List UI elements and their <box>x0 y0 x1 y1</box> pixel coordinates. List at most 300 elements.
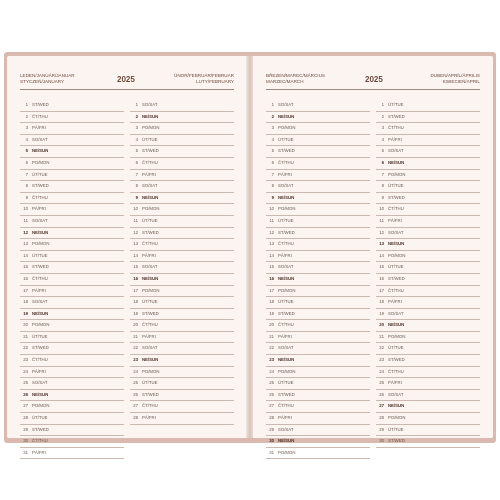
weekday-label: ČT/THU <box>142 241 158 247</box>
day-row <box>376 146 480 158</box>
day-row <box>20 332 124 344</box>
weekday-label: SO/SAT <box>278 183 294 189</box>
weekday-label: ST/WED <box>142 391 159 397</box>
day-number: 23 <box>379 357 384 363</box>
weekday-label: ST/WED <box>388 113 405 119</box>
weekday-label: PO/MON <box>278 125 296 131</box>
day-row <box>376 425 480 437</box>
day-number: 3 <box>25 125 28 131</box>
day-number: 2 <box>381 113 384 119</box>
day-row <box>266 343 370 355</box>
day-number: 10 <box>23 206 28 212</box>
day-number: 16 <box>133 275 138 281</box>
day-row <box>376 274 480 286</box>
weekday-label: ST/WED <box>388 438 405 444</box>
weekday-label: NE/SUN <box>388 159 405 165</box>
day-number: 28 <box>269 415 274 421</box>
day-row <box>376 112 480 124</box>
weekday-label: ST/WED <box>278 391 295 397</box>
day-row <box>20 401 124 413</box>
day-number: 17 <box>23 287 28 293</box>
day-row <box>20 320 124 332</box>
day-number: 13 <box>23 241 28 247</box>
day-row <box>376 401 480 413</box>
day-number: 9 <box>25 194 28 200</box>
day-number: 13 <box>133 241 138 247</box>
month-name-line: LEDEN/JANUÁR/JANUAR <box>20 73 75 78</box>
day-row <box>266 425 370 437</box>
day-row <box>130 216 234 228</box>
weekday-label: ST/WED <box>278 229 295 235</box>
day-number: 8 <box>381 183 384 189</box>
weekday-label: PO/MON <box>388 252 406 258</box>
day-row <box>130 170 234 182</box>
weekday-label: PÁ/FRI <box>32 125 46 131</box>
day-row <box>266 413 370 425</box>
weekday-label: SO/SAT <box>142 102 158 107</box>
day-number: 10 <box>269 206 274 212</box>
weekday-label: PÁ/FRI <box>388 380 402 386</box>
day-row <box>376 343 480 355</box>
day-row <box>130 204 234 216</box>
weekday-label: SO/SAT <box>388 310 404 316</box>
day-number: 24 <box>23 368 28 374</box>
day-number: 5 <box>135 148 138 154</box>
day-row <box>376 355 480 367</box>
day-number: 20 <box>379 322 384 328</box>
weekday-label: PÁ/FRI <box>278 171 292 177</box>
weekday-label: ÚT/TUE <box>32 415 48 421</box>
day-row <box>20 146 124 158</box>
weekday-label: PO/MON <box>388 333 406 339</box>
weekday-label: ÚT/TUE <box>142 380 158 386</box>
day-number: 21 <box>269 333 274 339</box>
day-number: 4 <box>135 136 138 142</box>
day-number: 5 <box>381 148 384 154</box>
year-label: 2025 <box>117 75 135 84</box>
weekday-label: ÚT/TUE <box>278 380 294 386</box>
day-row <box>130 297 234 309</box>
day-row <box>130 146 234 158</box>
weekday-label: PO/MON <box>278 449 296 455</box>
day-row <box>20 262 124 274</box>
weekday-label: NE/SUN <box>278 357 295 363</box>
month-name-line: DUBEN/APRÍL/ÁPRILIS <box>430 73 480 78</box>
day-row <box>130 228 234 240</box>
month-header-march <box>266 73 325 85</box>
day-number: 30 <box>269 438 274 444</box>
day-number: 8 <box>25 183 28 189</box>
day-number: 1 <box>381 102 384 107</box>
day-number: 31 <box>23 449 28 455</box>
weekday-label: PO/MON <box>278 206 296 212</box>
day-row <box>266 228 370 240</box>
day-row <box>266 274 370 286</box>
day-number: 26 <box>379 391 384 397</box>
day-number: 27 <box>269 403 274 409</box>
day-row <box>20 413 124 425</box>
day-row <box>20 239 124 251</box>
weekday-label: ČT/THU <box>278 241 294 247</box>
day-number: 30 <box>23 438 28 444</box>
day-number: 7 <box>271 171 274 177</box>
weekday-label: SO/SAT <box>142 345 158 351</box>
weekday-label: PO/MON <box>32 403 50 409</box>
day-row <box>130 343 234 355</box>
weekday-label: PO/MON <box>142 287 160 293</box>
day-row <box>130 390 234 402</box>
day-row <box>266 251 370 263</box>
day-number: 23 <box>269 357 274 363</box>
day-row <box>266 378 370 390</box>
day-row <box>266 181 370 193</box>
day-row <box>376 135 480 147</box>
day-row <box>130 309 234 321</box>
day-number: 22 <box>133 345 138 351</box>
day-number: 26 <box>23 391 28 397</box>
weekday-label: ST/WED <box>278 310 295 316</box>
weekday-label: PÁ/FRI <box>32 449 46 455</box>
weekday-label: PO/MON <box>142 368 160 374</box>
day-number: 7 <box>25 171 28 177</box>
day-number: 6 <box>381 159 384 165</box>
weekday-label: ČT/THU <box>32 194 48 200</box>
weekday-label: ST/WED <box>32 102 49 107</box>
day-row <box>130 158 234 170</box>
day-row <box>20 309 124 321</box>
month-name-line: BŘEZEN/MAREC/MÁRCIUS <box>266 73 325 78</box>
day-row <box>20 251 124 263</box>
day-number: 20 <box>269 322 274 328</box>
day-number: 6 <box>135 159 138 165</box>
day-row <box>266 390 370 402</box>
weekday-label: PO/MON <box>32 322 50 328</box>
day-number: 18 <box>133 299 138 305</box>
weekday-label: SO/SAT <box>32 136 48 142</box>
weekday-label: ST/WED <box>32 264 49 270</box>
day-row <box>376 216 480 228</box>
day-row <box>376 193 480 205</box>
weekday-label: ČT/THU <box>142 159 158 165</box>
weekday-label: ÚT/TUE <box>278 299 294 305</box>
day-number: 1 <box>25 102 28 107</box>
day-number: 23 <box>133 357 138 363</box>
weekday-label: NE/SUN <box>142 275 159 281</box>
weekday-label: ST/WED <box>142 310 159 316</box>
day-row <box>266 158 370 170</box>
month-header-april <box>430 73 480 85</box>
day-number: 11 <box>23 217 28 223</box>
weekday-label: ČT/THU <box>278 403 294 409</box>
day-row <box>130 320 234 332</box>
weekday-label: PO/MON <box>32 241 50 247</box>
day-number: 11 <box>379 217 384 223</box>
day-number: 15 <box>269 264 274 270</box>
day-row <box>266 193 370 205</box>
day-number: 19 <box>269 310 274 316</box>
weekday-label: ÚT/TUE <box>32 252 48 258</box>
day-number: 29 <box>23 426 28 432</box>
day-row <box>376 251 480 263</box>
weekday-label: PÁ/FRI <box>142 171 156 177</box>
day-number: 3 <box>381 125 384 131</box>
day-number: 15 <box>23 264 28 270</box>
day-row <box>266 355 370 367</box>
day-row <box>20 158 124 170</box>
month-column-march <box>266 100 370 459</box>
day-number: 14 <box>379 252 384 258</box>
day-number: 25 <box>133 380 138 386</box>
day-number: 6 <box>271 159 274 165</box>
day-row <box>266 239 370 251</box>
weekday-label: ČT/THU <box>388 206 404 212</box>
weekday-label: ÚT/TUE <box>142 217 158 223</box>
weekday-label: ČT/THU <box>142 403 158 409</box>
weekday-label: ÚT/TUE <box>142 136 158 142</box>
day-number: 28 <box>379 415 384 421</box>
day-row <box>266 297 370 309</box>
day-row <box>266 436 370 448</box>
weekday-label: ČT/THU <box>388 368 404 374</box>
day-number: 25 <box>23 380 28 386</box>
day-row <box>130 332 234 344</box>
day-number: 14 <box>269 252 274 258</box>
weekday-label: ST/WED <box>142 148 159 154</box>
weekday-label: SO/SAT <box>278 345 294 351</box>
weekday-label: PO/MON <box>142 125 160 131</box>
day-row <box>376 100 480 112</box>
day-row <box>130 378 234 390</box>
day-row <box>376 436 480 448</box>
weekday-label: ČT/THU <box>388 125 404 131</box>
day-number: 29 <box>269 426 274 432</box>
weekday-label: SO/SAT <box>32 217 48 223</box>
day-number: 10 <box>379 206 384 212</box>
day-number: 4 <box>25 136 28 142</box>
weekday-label: PÁ/FRI <box>388 217 402 223</box>
day-row <box>130 112 234 124</box>
day-number: 3 <box>271 125 274 131</box>
weekday-label: SO/SAT <box>388 148 404 154</box>
month-name-line: LUTY/FEBRUARY <box>196 79 234 84</box>
weekday-label: PO/MON <box>32 159 50 165</box>
header-divider <box>266 89 480 90</box>
left-page <box>7 56 247 455</box>
day-row <box>130 367 234 379</box>
weekday-label: PO/MON <box>278 287 296 293</box>
weekday-label: ČT/THU <box>32 438 48 444</box>
month-header-february <box>174 73 234 85</box>
day-number: 20 <box>23 322 28 328</box>
day-row <box>266 448 370 460</box>
month-header-january <box>20 73 75 85</box>
day-number: 21 <box>379 333 384 339</box>
weekday-label: ÚT/TUE <box>278 136 294 142</box>
day-number: 16 <box>269 275 274 281</box>
day-row <box>130 262 234 274</box>
day-number: 21 <box>23 333 28 339</box>
weekday-label: ÚT/TUE <box>32 171 48 177</box>
day-row <box>266 123 370 135</box>
weekday-label: SO/SAT <box>278 264 294 270</box>
day-number: 14 <box>133 252 138 258</box>
day-row <box>266 262 370 274</box>
day-row <box>130 355 234 367</box>
day-row <box>376 158 480 170</box>
day-number: 8 <box>135 183 138 189</box>
weekday-label: ČT/THU <box>32 357 48 363</box>
weekday-label: SO/SAT <box>278 426 294 432</box>
day-number: 23 <box>23 357 28 363</box>
day-number: 5 <box>271 148 274 154</box>
day-number: 17 <box>379 287 384 293</box>
weekday-label: NE/SUN <box>32 310 49 316</box>
day-number: 16 <box>23 275 28 281</box>
weekday-label: PÁ/FRI <box>278 252 292 258</box>
day-number: 6 <box>25 159 28 165</box>
header-divider <box>20 89 234 90</box>
weekday-label: ÚT/TUE <box>278 217 294 223</box>
weekday-label: ČT/THU <box>142 322 158 328</box>
day-number: 7 <box>381 171 384 177</box>
weekday-label: ÚT/TUE <box>388 102 404 107</box>
weekday-label: ČT/THU <box>278 322 294 328</box>
day-row <box>376 228 480 240</box>
day-row <box>20 390 124 402</box>
weekday-label: SO/SAT <box>388 391 404 397</box>
day-number: 4 <box>381 136 384 142</box>
day-number: 5 <box>25 148 28 154</box>
day-number: 31 <box>269 449 274 455</box>
day-number: 18 <box>379 299 384 305</box>
day-number: 9 <box>381 194 384 200</box>
day-row <box>266 367 370 379</box>
weekday-label: ST/WED <box>32 183 49 189</box>
day-number: 25 <box>269 380 274 386</box>
month-column-april <box>376 100 480 448</box>
day-number: 10 <box>133 206 138 212</box>
day-row <box>376 123 480 135</box>
day-row <box>266 170 370 182</box>
day-row <box>20 367 124 379</box>
day-row <box>20 181 124 193</box>
day-row <box>20 436 124 448</box>
day-number: 2 <box>25 113 28 119</box>
weekday-label: PO/MON <box>278 368 296 374</box>
day-row <box>376 204 480 216</box>
day-row <box>266 204 370 216</box>
day-row <box>130 401 234 413</box>
weekday-label: NE/SUN <box>32 229 49 235</box>
day-row <box>376 181 480 193</box>
weekday-label: NE/SUN <box>388 403 405 409</box>
day-row <box>376 320 480 332</box>
weekday-label: PÁ/FRI <box>142 415 156 421</box>
day-row <box>20 204 124 216</box>
weekday-label: SO/SAT <box>32 299 48 305</box>
day-row <box>266 401 370 413</box>
day-row <box>20 343 124 355</box>
day-number: 20 <box>133 322 138 328</box>
day-number: 3 <box>135 125 138 131</box>
weekday-label: SO/SAT <box>32 380 48 386</box>
weekday-label: ČT/THU <box>32 113 48 119</box>
day-row <box>130 181 234 193</box>
weekday-label: ČT/THU <box>32 275 48 281</box>
day-row <box>130 135 234 147</box>
day-row <box>376 378 480 390</box>
weekday-label: ST/WED <box>142 229 159 235</box>
weekday-label: NE/SUN <box>388 241 405 247</box>
day-number: 12 <box>379 229 384 235</box>
weekday-label: ČT/THU <box>278 159 294 165</box>
weekday-label: ČT/THU <box>388 287 404 293</box>
day-row <box>20 193 124 205</box>
day-row <box>376 239 480 251</box>
day-row <box>376 367 480 379</box>
day-number: 24 <box>269 368 274 374</box>
day-number: 29 <box>379 426 384 432</box>
day-number: 22 <box>379 345 384 351</box>
weekday-label: PÁ/FRI <box>32 287 46 293</box>
day-row <box>376 309 480 321</box>
right-page <box>253 56 493 455</box>
day-number: 21 <box>133 333 138 339</box>
day-row <box>20 448 124 460</box>
day-row <box>266 146 370 158</box>
day-number: 28 <box>23 415 28 421</box>
weekday-label: NE/SUN <box>32 391 49 397</box>
day-number: 12 <box>23 229 28 235</box>
day-row <box>130 123 234 135</box>
day-row <box>130 193 234 205</box>
day-number: 13 <box>379 241 384 247</box>
day-row <box>376 297 480 309</box>
day-row <box>376 390 480 402</box>
day-row <box>266 100 370 112</box>
day-row <box>130 100 234 112</box>
day-row <box>20 170 124 182</box>
day-number: 17 <box>269 287 274 293</box>
weekday-label: PÁ/FRI <box>142 333 156 339</box>
day-row <box>266 320 370 332</box>
month-column-february <box>130 100 234 425</box>
weekday-label: ÚT/TUE <box>388 345 404 351</box>
day-number: 7 <box>135 171 138 177</box>
day-number: 27 <box>379 403 384 409</box>
day-number: 15 <box>379 264 384 270</box>
day-number: 26 <box>133 391 138 397</box>
day-row <box>130 286 234 298</box>
day-number: 2 <box>271 113 274 119</box>
day-row <box>130 413 234 425</box>
day-number: 18 <box>269 299 274 305</box>
day-number: 9 <box>135 194 138 200</box>
day-row <box>20 274 124 286</box>
weekday-label: PÁ/FRI <box>32 206 46 212</box>
weekday-label: SO/SAT <box>142 183 158 189</box>
weekday-label: NE/SUN <box>278 275 295 281</box>
day-number: 9 <box>271 194 274 200</box>
day-number: 19 <box>133 310 138 316</box>
day-number: 1 <box>135 102 138 107</box>
day-row <box>266 332 370 344</box>
weekday-label: ST/WED <box>388 275 405 281</box>
day-row <box>20 135 124 147</box>
day-number: 22 <box>23 345 28 351</box>
day-row <box>376 170 480 182</box>
day-number: 15 <box>133 264 138 270</box>
